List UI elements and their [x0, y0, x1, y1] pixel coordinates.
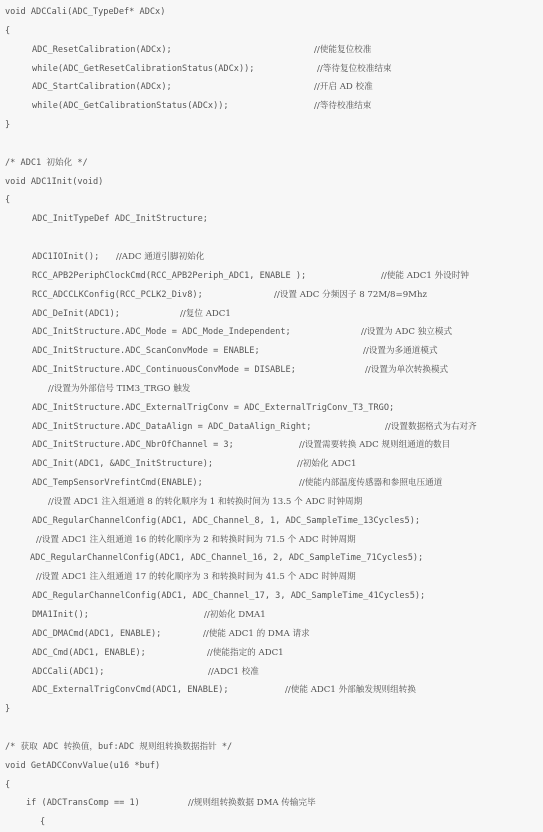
code-text: void ADCCali(ADC_TypeDef* ADCx): [5, 7, 166, 17]
code-comment: //使能 ADC1 外部触发规则组转换: [285, 685, 416, 696]
code-line: [0, 323, 543, 342]
code-comment: //ADC 通道引脚初始化: [116, 251, 205, 262]
code-comment: //设置为 ADC 独立模式: [361, 327, 453, 338]
code-line: [0, 719, 543, 738]
code-text: while(ADC_GetResetCalibrationStatus(ADCx));: [32, 63, 255, 74]
code-comment: //设置为单次转换模式: [365, 365, 449, 376]
code-comment: //设置为外部信号 TIM3_TRGO 触发: [48, 383, 191, 394]
code-text: ADC_InitStructure.ADC_DataAlign = ADC_DataAlign_Right;: [32, 421, 312, 432]
code-comment: //使能 ADC1 外设时钟: [381, 270, 469, 281]
code-line: [0, 267, 543, 286]
code-comment: //等待校准结束: [314, 101, 372, 112]
code-comment: //使能复位校准: [314, 44, 372, 55]
code-comment: //设置 ADC1 注入组通道 8 的转化顺序为 1 和转换时间为 13.5 个 ADC 时钟周期: [48, 496, 363, 507]
code-line: [0, 738, 543, 757]
code-text: RCC_APB2PeriphClockCmd(RCC_APB2Periph_ADC1, ENABLE );: [32, 270, 307, 281]
code-line: [0, 549, 543, 568]
code-comment: //设置 ADC1 注入组通道 17 的转化顺序为 3 和转换时间为 41.5 个 ADC 时钟周期: [36, 572, 356, 583]
code-line: [0, 531, 543, 550]
code-text: ADC_Cmd(ADC1, ENABLE);: [32, 647, 146, 658]
code-line: [0, 644, 543, 663]
code-text: ADC_InitStructure.ADC_ScanConvMode = ENABLE;: [32, 346, 260, 357]
code-text: /* ADC1 初始化 */: [5, 157, 88, 168]
code-line: [0, 154, 543, 173]
code-comment: //ADC1 校准: [208, 666, 259, 677]
code-text: }: [5, 120, 11, 131]
code-text: ADC_RegularChannelConfig(ADC1, ADC_Channel_17, 3, ADC_SampleTime_41Cycles5);: [32, 591, 426, 602]
code-text: void ADC1Init(void): [5, 176, 104, 187]
code-line: [0, 474, 543, 493]
code-text: }: [5, 704, 11, 715]
code-text: ADC_RegularChannelConfig(ADC1, ADC_Channel_8, 1, ADC_SampleTime_13Cycles5);: [32, 515, 421, 526]
code-text: ADCCali(ADC1);: [32, 666, 105, 677]
code-text: ADC_RegularChannelConfig(ADC1, ADC_Channel_16, 2, ADC_SampleTime_71Cycles5);: [30, 553, 424, 564]
code-line: [0, 606, 543, 625]
code-comment: //设置 ADC 分频因子 8 72M/8=9Mhz: [274, 289, 428, 300]
code-text: {: [5, 779, 11, 790]
code-line: [0, 776, 543, 795]
code-line: [0, 587, 543, 606]
code-text: {: [5, 195, 11, 206]
code-comment: //使能指定的 ADC1: [207, 647, 284, 658]
code-text: ADC_Init(ADC1, &ADC_InitStructure);: [32, 459, 214, 470]
code-line: [0, 813, 543, 832]
code-comment: //设置数据格式为右对齐: [385, 421, 477, 432]
code-line: [0, 191, 543, 210]
code-line: [0, 663, 543, 682]
code-line: [0, 210, 543, 229]
code-line: [0, 78, 543, 97]
code-line: [0, 60, 543, 79]
code-text: ADC_InitStructure.ADC_ExternalTrigConv = ADC_ExternalTrigConv_T3_TRGO;: [32, 402, 395, 413]
code-line: [0, 361, 543, 380]
code-line: [0, 286, 543, 305]
code-comment: //设置需要转换 ADC 规则组通道的数目: [299, 440, 451, 451]
code-text: while(ADC_GetCalibrationStatus(ADCx));: [32, 101, 229, 112]
code-comment: //等待复位校准结束: [317, 63, 392, 74]
code-text: {: [40, 817, 46, 828]
code-comment: //复位 ADC1: [180, 308, 231, 319]
code-line: [0, 794, 543, 813]
code-line: [0, 493, 543, 512]
code-text: {: [5, 25, 11, 36]
code-text: ADC_DeInit(ADC1);: [32, 308, 120, 319]
code-comment: //使能内部温度传感器和参照电压通道: [299, 478, 443, 489]
code-line: [0, 3, 543, 22]
code-line: [0, 22, 543, 41]
code-line: [0, 342, 543, 361]
code-line: [0, 41, 543, 60]
code-text: DMA1Init();: [32, 610, 89, 620]
code-line: [0, 305, 543, 324]
code-text: ADC_InitStructure.ADC_NbrOfChannel = 3;: [32, 440, 234, 451]
code-text: void GetADCConvValue(u16 *buf): [5, 760, 161, 771]
code-comment: //初始化 DMA1: [204, 610, 266, 620]
code-comment: //使能 ADC1 的 DMA 请求: [203, 628, 310, 639]
code-comment: //规则组转换数据 DMA 传输完毕: [188, 798, 316, 809]
code-line: [0, 135, 543, 154]
code-text: ADC_InitStructure.ADC_Mode = ADC_Mode_Independent;: [32, 327, 291, 338]
code-text: ADC_InitTypeDef ADC_InitStructure;: [32, 214, 208, 225]
code-line: [0, 625, 543, 644]
code-comment: //开启 AD 校准: [314, 82, 373, 93]
code-comment: //初始化 ADC1: [297, 459, 357, 470]
code-text: ADC_DMACmd(ADC1, ENABLE);: [32, 628, 162, 639]
code-line: [0, 97, 543, 116]
code-text: /* 获取 ADC 转换值，buf:ADC 规则组转换数据指针 */: [5, 741, 233, 752]
code-text: if (ADCTransComp == 1): [26, 798, 140, 809]
code-line: [0, 418, 543, 437]
code-comment: //设置 ADC1 注入组通道 16 的转化顺序为 2 和转换时间为 71.5 个 ADC 时钟周期: [36, 534, 356, 545]
code-line: [0, 681, 543, 700]
code-line: [0, 116, 543, 135]
code-line: [0, 173, 543, 192]
code-text: ADC_TempSensorVrefintCmd(ENABLE);: [32, 478, 203, 489]
code-line: [0, 700, 543, 719]
code-text: ADC_InitStructure.ADC_ContinuousConvMode = DISABLE;: [32, 365, 296, 376]
code-line: [0, 512, 543, 531]
code-text: ADC1IOInit();: [32, 251, 100, 262]
code-line: [0, 399, 543, 418]
code-line: [0, 568, 543, 587]
code-text: ADC_ExternalTrigConvCmd(ADC1, ENABLE);: [32, 685, 229, 696]
code-text: ADC_ResetCalibration(ADCx);: [32, 44, 172, 55]
code-line: [0, 455, 543, 474]
code-text: ADC_StartCalibration(ADCx);: [32, 82, 172, 93]
code-line: [0, 229, 543, 248]
code-line: [0, 380, 543, 399]
code-line: [0, 248, 543, 267]
code-line: [0, 436, 543, 455]
code-text: RCC_ADCCLKConfig(RCC_PCLK2_Div8);: [32, 289, 203, 300]
code-line: [0, 757, 543, 776]
code-comment: //设置为多通道模式: [363, 346, 438, 357]
